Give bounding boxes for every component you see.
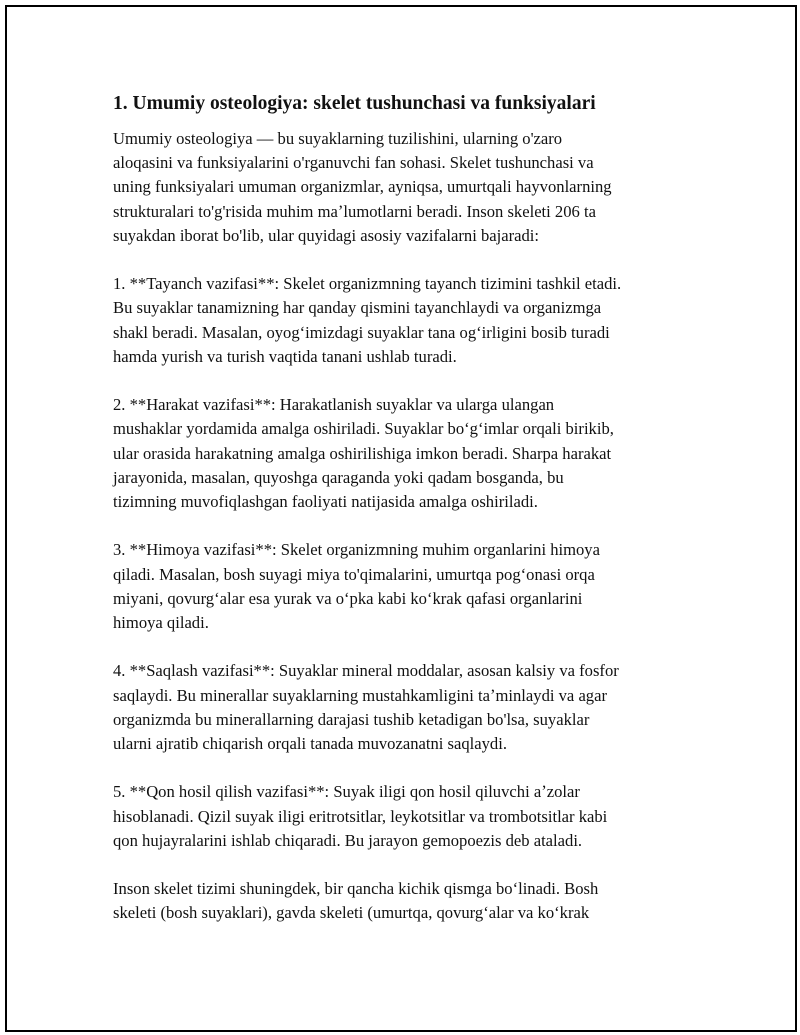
text-line: saqlaydi. Bu minerallar suyaklarning mustahkamligini taʼminlaydi va agar	[113, 685, 607, 705]
text-line: tizimning muvofiqlashgan faoliyati natijasida amalga oshiriladi.	[113, 492, 538, 512]
text-line: 1. **Tayanch vazifasi**: Skelet organizmning tayanch tizimini tashkil etadi.	[113, 274, 622, 294]
text-line: 5. **Qon hosil qilish vazifasi**: Suyak iligi qon hosil qiluvchi aʼzolar	[113, 782, 580, 802]
paragraph-skeleton-parts	[113, 877, 703, 925]
text-line: strukturalari to'g'risida muhim maʼlumotlarni beradi. Inson skeleti 206 ta	[113, 201, 596, 221]
text-line: himoya qiladi.	[113, 613, 209, 633]
text-line: ular orasida harakatning amalga oshirilishiga imkon beradi. Sharpa harakat	[113, 443, 612, 463]
text-line: mushaklar yordamida amalga oshiriladi. Suyaklar boʻgʻimlar orqali birikib,	[113, 419, 614, 439]
text-line: skeleti (bosh suyaklari), gavda skeleti (umurtqa, qovurgʻalar va koʻkrak	[113, 903, 590, 923]
text-line: shakl beradi. Masalan, oyogʻimizdagi suyaklar tana ogʻirligini bosib turadi	[113, 322, 610, 342]
text-line: Bu suyaklar tanamizning har qanday qismini tayanchlaydi va organizmga	[113, 298, 602, 318]
paragraph-blood-formation-function	[113, 780, 703, 853]
text-line: suyakdan iborat bo'lib, ular quyidagi asosiy vazifalarni bajaradi:	[113, 225, 540, 245]
text-line: 3. **Himoya vazifasi**: Skelet organizmning muhim organlarini himoya	[113, 540, 600, 560]
paragraph-intro	[113, 127, 703, 248]
text-line: aloqasini va funksiyalarini o'rganuvchi fan sohasi. Skelet tushunchasi va	[113, 153, 594, 173]
text-line: qiladi. Masalan, bosh suyagi miya to'qimalarini, umurtqa pogʻonasi orqa	[113, 564, 595, 584]
text-line: uning funksiyalari umuman organizmlar, ayniqsa, umurtqali hayvonlarning	[113, 177, 612, 197]
text-line: miyani, qovurgʻalar esa yurak va oʻpka kabi koʻkrak qafasi organlarini	[113, 588, 583, 608]
paragraph-protection-function	[113, 538, 703, 635]
text-line: ularni ajratib chiqarish orqali tanada muvozanatni saqlaydi.	[113, 734, 507, 754]
text-line: 2. **Harakat vazifasi**: Harakatlanish suyaklar va ularga ulangan	[113, 395, 555, 415]
text-line: qon hujayralarini ishlab chiqaradi. Bu jarayon gemopoezis deb ataladi.	[113, 830, 583, 850]
paragraph-storage-function	[113, 659, 703, 756]
paragraph-movement-function	[113, 393, 703, 514]
text-line: Inson skelet tizimi shuningdek, bir qancha kichik qismga boʻlinadi. Bosh	[113, 879, 599, 899]
text-line: Umumiy osteologiya — bu suyaklarning tuzilishini, ularning o'zaro	[113, 129, 563, 148]
text-line: hisoblanadi. Qizil suyak iligi eritrotsitlar, leykotsitlar va trombotsitlar kabi	[113, 806, 608, 826]
paragraph-support-function	[113, 272, 703, 369]
text-line: jarayonida, masalan, quyoshga qaraganda yoki qadam bosganda, bu	[113, 467, 564, 487]
text-line: organizmda bu minerallarning darajasi tushib ketadigan bo'lsa, suyaklar	[113, 709, 590, 729]
document-body	[113, 91, 703, 950]
text-line: 4. **Saqlash vazifasi**: Suyaklar mineral moddalar, asosan kalsiy va fosfor	[113, 661, 619, 681]
text-line: hamda yurish va turish vaqtida tanani ushlab turadi.	[113, 346, 457, 366]
section-title: 1. Umumiy osteologiya: skelet tushunchasi va funksiyalari	[113, 93, 596, 114]
